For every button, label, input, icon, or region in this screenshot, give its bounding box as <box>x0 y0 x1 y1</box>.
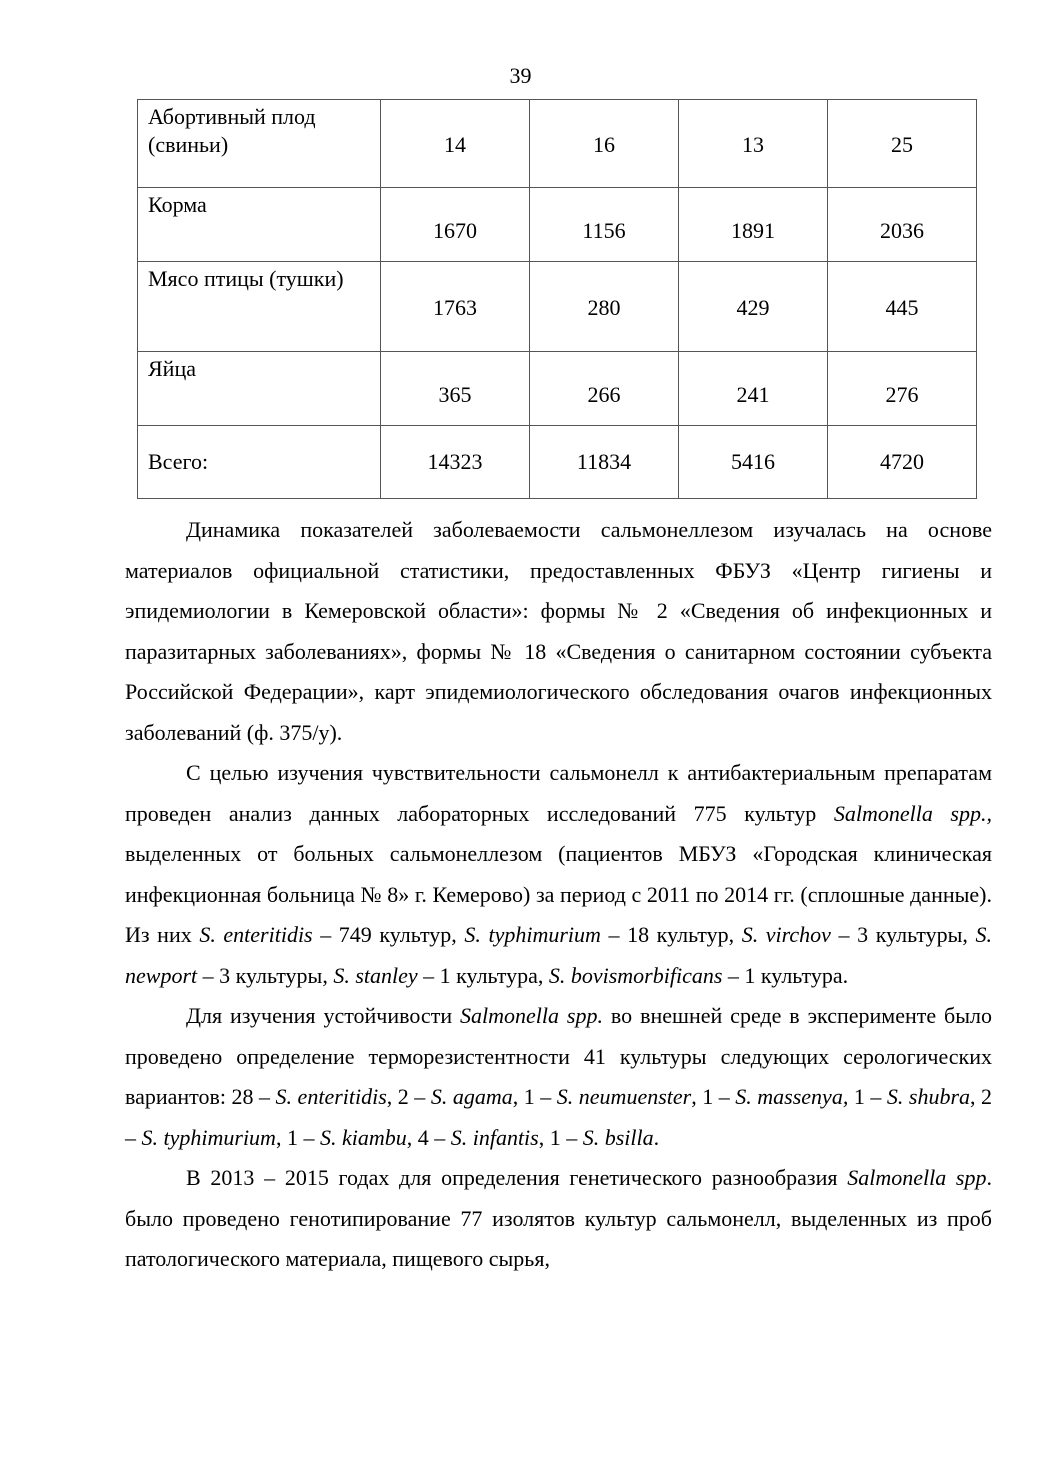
row-label: Яйца <box>138 352 381 426</box>
text-run: – 1 культура. <box>722 962 849 988</box>
text-run: . было проведено генотипирование 77 изолятов культур сальмонелл, выделенных из проб патологического материала, пищевого сырья, <box>125 1165 992 1271</box>
paragraph-antibiotic-sensitivity <box>125 753 992 996</box>
species-name: S. enteritidis <box>199 922 313 947</box>
paragraph-thermoresistance <box>125 996 992 1158</box>
text-run: , 4 – <box>406 1124 451 1150</box>
text-run: , 2 – <box>386 1084 431 1109</box>
paragraph-data-sources: Динамика показателей заболеваемости сальмонеллезом изучалась на основе материалов официальной статистики, предоставленных ФБУЗ «Центр гигиены и эпидемиологии в Кемеровской области»: формы № 2 «Сведения об инфекционных и паразитарных заболеваниях», формы № 18 «Сведения о санитарном состоянии субъекта Российской Федерации», карт эпидемиологического обследования очагов инфекционных заболеваний (ф. 375/у). <box>125 517 992 745</box>
text-run: – 3 культуры, <box>830 922 976 947</box>
table-cell: 276 <box>828 352 977 426</box>
text-run: , 2 – <box>125 1084 993 1150</box>
species-name: Salmonella spp <box>847 1165 987 1190</box>
species-name: S. virchov <box>741 922 831 947</box>
row-label: Всего: <box>138 426 381 499</box>
table-row-total <box>138 426 977 499</box>
text-run: – 749 культур, <box>312 922 465 947</box>
table-cell: 14 <box>381 100 530 188</box>
table-cell: 241 <box>679 352 828 426</box>
text-run: Для изучения устойчивости <box>186 1003 461 1028</box>
table-cell: 4720 <box>828 426 977 499</box>
table-cell: 1156 <box>530 188 679 262</box>
species-name: S. typhimurium <box>464 922 601 947</box>
text-run: – 18 культур, <box>600 922 742 947</box>
table-cell: 1763 <box>381 262 530 352</box>
text-run: , 1 – <box>691 1084 736 1109</box>
table-cell: 2036 <box>828 188 977 262</box>
text-run: – 3 культуры, <box>197 962 334 988</box>
table-cell: 16 <box>530 100 679 188</box>
table-cell: 1670 <box>381 188 530 262</box>
species-name: Salmonella spp., <box>833 800 992 826</box>
text-run: , 1 – <box>538 1124 583 1150</box>
table-cell: 429 <box>679 262 828 352</box>
species-name: S. bovismorbificans <box>548 962 723 988</box>
species-name: S. neumuenster <box>556 1084 692 1109</box>
species-name: S. infantis <box>450 1124 539 1150</box>
table-row <box>138 352 977 426</box>
body-text <box>125 510 992 1280</box>
row-label: Абортивный плод (свиньи) <box>138 100 381 188</box>
row-label: Корма <box>138 188 381 262</box>
page-number: 39 <box>509 63 532 88</box>
text-run: 1 – <box>848 1084 887 1109</box>
table-cell: 13 <box>679 100 828 188</box>
table-cell: 5416 <box>679 426 828 499</box>
species-name: S. enteritidis <box>275 1084 387 1109</box>
species-name: S. shubra <box>886 1084 971 1109</box>
text-run: , 1 – <box>275 1124 320 1150</box>
species-name: S. bsilla <box>582 1124 654 1150</box>
text-run: во внешней среде в эксперименте было проведено определение терморезистентности 41 культуры следующих серологических вариантов: 28 – <box>125 1003 992 1109</box>
species-name: S. kiambu <box>319 1124 407 1150</box>
text-run: С целью изучения чувствительности сальмонелл к антибактериальным препаратам проведен анализ данных лабораторных исследований 775 культур <box>125 760 992 826</box>
text-run: В 2013 – 2015 годах для определения генетического разнообразия <box>186 1165 848 1190</box>
table-cell: 365 <box>381 352 530 426</box>
table-cell: 25 <box>828 100 977 188</box>
table-row <box>138 262 977 352</box>
text-run: . <box>653 1124 660 1150</box>
species-name: S. agama <box>430 1084 513 1109</box>
table-cell: 1891 <box>679 188 828 262</box>
table-row <box>138 100 977 188</box>
table-cell: 14323 <box>381 426 530 499</box>
text-run: выделенных от больных сальмонеллезом (пациентов МБУЗ «Городская клиническая инфекционная больница № 8» г. Кемерово) за период с 2011 по 2014 гг. (сплошные данные). Из них <box>125 841 992 947</box>
table-cell: 11834 <box>530 426 679 499</box>
table-cell: 266 <box>530 352 679 426</box>
species-name: S. newport <box>125 922 992 988</box>
text-run: , 1 – <box>512 1084 557 1109</box>
text-run: – 1 культура, <box>417 962 549 988</box>
table-row <box>138 188 977 262</box>
paragraph-genotyping <box>125 1158 992 1280</box>
species-name: S. typhimurium <box>141 1124 276 1150</box>
data-table <box>137 99 977 499</box>
species-name: S. massenya, <box>735 1084 849 1109</box>
species-name: Salmonella spp. <box>460 1003 603 1028</box>
species-name: S. stanley <box>333 962 418 988</box>
row-label: Мясо птицы (тушки) <box>138 262 381 352</box>
table-cell: 445 <box>828 262 977 352</box>
table-cell: 280 <box>530 262 679 352</box>
